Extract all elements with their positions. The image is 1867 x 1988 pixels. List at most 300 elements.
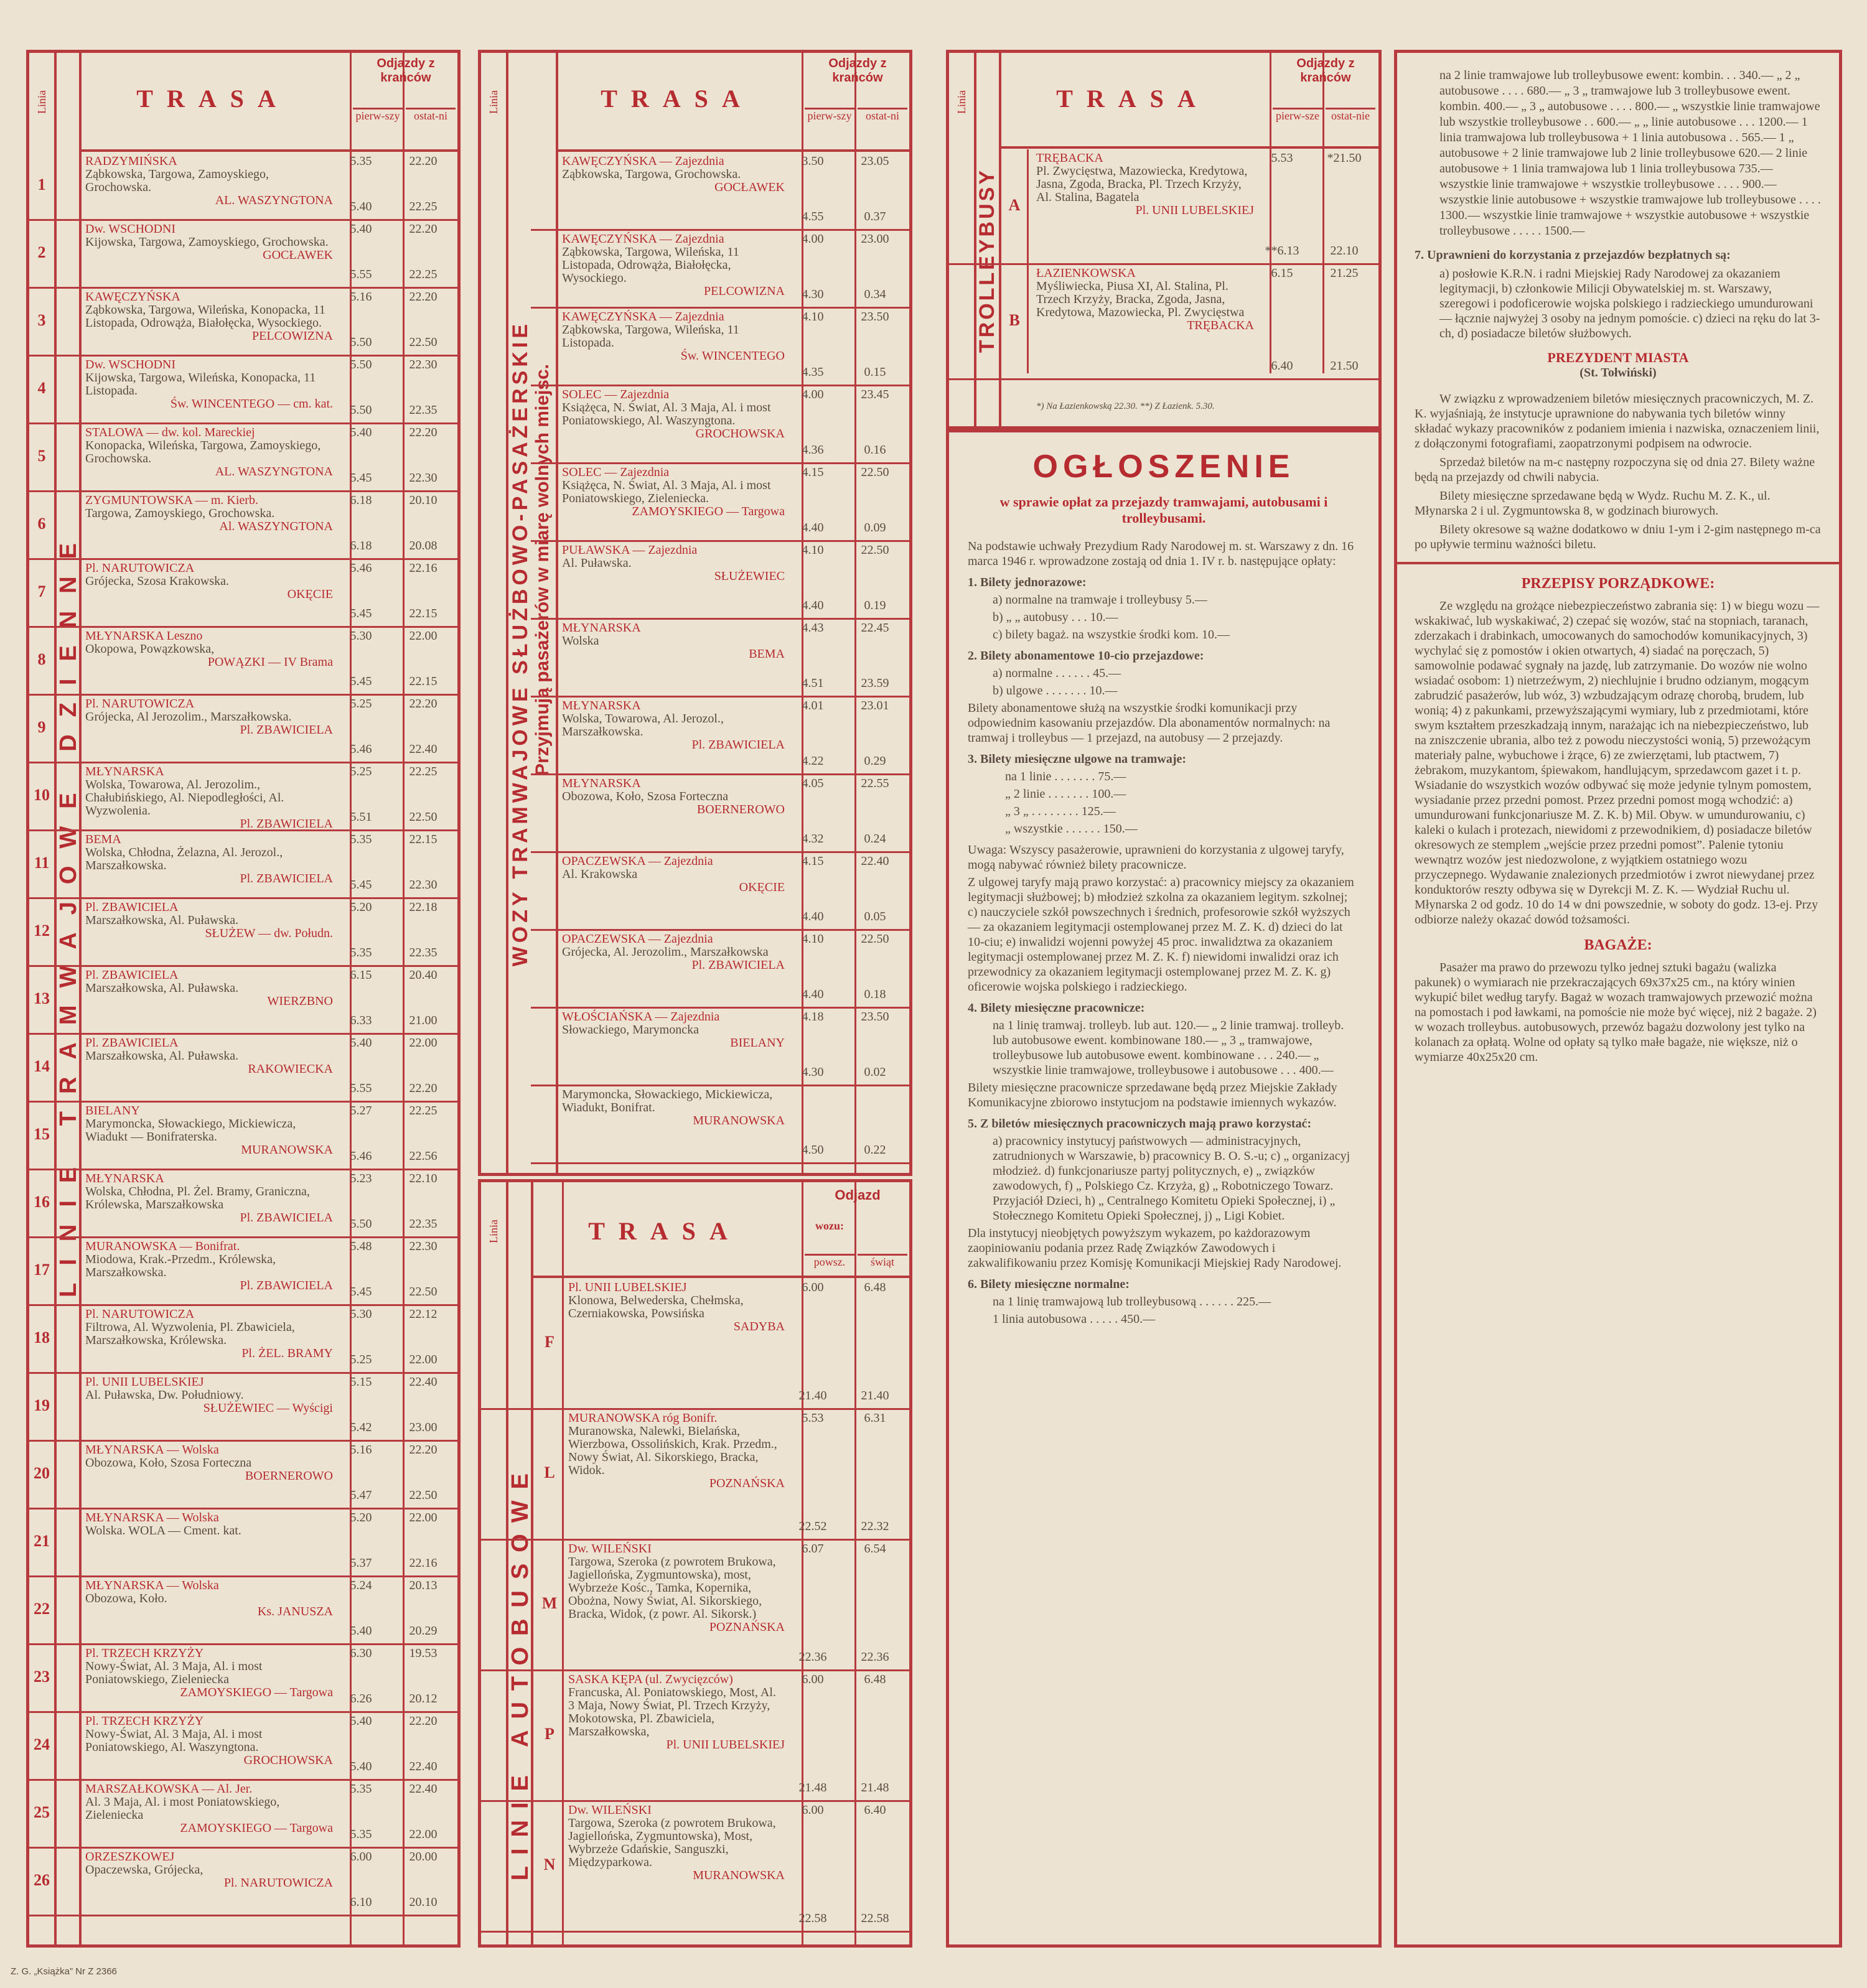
route-row (29, 1236, 457, 1306)
route-text (568, 1542, 785, 1634)
route-row (29, 897, 457, 967)
s1b: b) „ „ autobusy . . . 10.— (993, 610, 1118, 624)
route-start: Pl. UNII LUBELSKIEJ (85, 1375, 204, 1389)
route-row (531, 151, 909, 231)
trasa-title: TRASA (1056, 85, 1209, 113)
route-via: Obozowa, Koło. (85, 1592, 167, 1605)
route-text (85, 1647, 333, 1699)
s3c: „ 3 „ . . . . . . . . 125.— (1005, 805, 1116, 818)
bus-route-list (481, 1277, 909, 1944)
line-number: 4 (37, 378, 46, 397)
last-departure: 22.40 (409, 742, 438, 756)
first-departure: 5.30 (350, 1307, 372, 1321)
s5-text: a) pracownicy instytucyj państwowych — administracyjnych, zatrudnionych w Warszawie, b) pracownicy B. O. S.-u; c) „ organizacyj młodzież. d) funkcjonariusze partyj politycznych, e) „ związków zawodowych, f) „ Polskiego Cz. Krzyża, g) „ Robotniczego Towarz. Przyjaciół Dzieci, h) „ Centralnego Komitetu Opieki Społecznej, i) „ Stołecznego Komitetu Opieki Społecznej, j) „ Ligi Kobiet. (993, 1134, 1350, 1223)
route-end: BOERNEROWO (696, 803, 785, 816)
last-departure: 6.54 (864, 1542, 886, 1556)
route-text (85, 1715, 333, 1767)
route-row (481, 1539, 909, 1671)
last-departure: 22.25 (409, 765, 438, 778)
route-text (562, 466, 785, 518)
route-text (85, 1104, 333, 1157)
line-number: 9 (37, 717, 46, 736)
route-via: Francuska, Al. Poniatowskiego, Most, Al. 3 Maja, Nowy Świat, Pl. Trzech Krzyży, Mokotowska, Pl. Zbawiciela, Marszałkowska, (568, 1686, 776, 1738)
route-text (562, 1088, 785, 1127)
route-via: Ząbkowska, Targowa, Wileńska, 11 Listopada. (562, 323, 739, 350)
first-departure: 5.51 (350, 810, 372, 824)
first-departure: 5.24 (350, 1579, 372, 1592)
last-departure: 22.25 (409, 1104, 438, 1118)
odjazd-header: Odjazd (835, 1187, 881, 1203)
last-departure: 22.35 (409, 946, 438, 959)
last-departure: 0.18 (864, 987, 886, 1001)
s2b: b) ulgowe . . . . . . . 10.— (993, 684, 1118, 698)
line-number: 5 (37, 446, 46, 465)
s7-text: a) posłowie K.R.N. i radni Miejskiej Rady Narodowej za okazaniem legitymacji, b) członkowie Milicji Obywatelskiej m. st. Warszawy, szeregowi i podoficerowie wojska polskiego i radzieckiego umundurowani — łącznie najwyżej 3 osoby na jednym pomoście. c) dzieci na ręku do lat 3-ch, d) posiadacze biletów służbowych. (1439, 267, 1820, 340)
route-via: Obozowa, Koło, Szosa Forteczna (562, 790, 729, 803)
first-departure: 4.55 (802, 210, 824, 223)
s5-heading: 5. Z biletów miesięcznych pracowniczych mają prawo korzystać: (968, 1117, 1312, 1131)
s4-heading: 4. Bilety miesięczne pracownicze: (968, 1001, 1145, 1015)
route-row (29, 151, 457, 221)
last-departure: 23.00 (861, 232, 889, 246)
route-row (29, 1440, 457, 1510)
last-departure: 22.15 (409, 607, 438, 620)
first-departure: 5.48 (350, 1239, 372, 1253)
route-start: Pl. ZBAWICIELA (85, 968, 179, 982)
route-row (481, 1277, 909, 1410)
rules-text: Ze względu na grożące niebezpieczeństwo zabrania się: 1) w biegu wozu — wskakiwać, lub wyskakiwać, 2) czepać się wozów, stać na stopniach, taranach, zderzakach i drabinkach, umocowanych do samochodów komunikacyjnych, 3) wychylać się z pomostów i okien otwartych, 4) siadać na poręczach, 5) samowolnie podawać sygnały na jazdę, lub zatrzymanie. Do wozów nie wolno wsiadać osobom: 1) nietrzeźwym, 2) niechlujnie i brudno odzianym, mogącym zabrudzić pasażerów, lub wóz, 3) wzbudzającym odrazę chorobą, brudem, lub wonią; 4) z pakunkami, przewyższającymi wymiary, lub z przedmiotami, które swym kształtem przeszkadzają innym, narażając ich na niebezpieczeństwo, lub na zniszczenie ubrania, albo też z powodu nieczystości wonią, 5) przewożącym materiały palne, wybuchowe i żrące, 6) ze zwierzętami, lub ptactwem, 7) żebrakom, muzykantom, śpiewakom, handlującym, sprzedawcom gazet i t. p. Wsiadanie do wszystkich wozów odbywać się może jedynie tylnym pomostem, wysiadanie przez przedni pomost. Przez przedni pomost mogą wchodzić: a) umundurowani funkcjonariusze M. Z. K. b) Mil. Obyw. w umundurowaniu, c) kaleki o kulach i protezach, niewidomi z przewodnikiem, d) posiadacze biletów okresowych ze stemplem „wejście przez przedni pomost”. Palenie tytoniu wewnątrz wozów jest niedozwolone, z wyjątkiem ostatniego wozu przyczepnego. Wydawanie znalezionych przedmiotów i zwrot niewydanej przez konduktorów reszty odbywa się w Dyrekcji M. Z. K. — Wydział Ruchu ul. Młynarska 2 od godz. 10 do 14 w dni powszednie, w soboty do godz. 13-ej. Przy odbiorze należy okazać dowód tożsamości. (1415, 599, 1820, 926)
last-departure: 20.08 (409, 539, 438, 553)
first-departure: 5.20 (350, 900, 372, 914)
last-departure: 0.34 (864, 287, 886, 301)
route-end: OKĘCIE (739, 880, 785, 894)
s7-heading: 7. Uprawnieni do korzystania z przejazdów bezpłatnych są: (1415, 248, 1731, 262)
route-start: Pl. ZBAWICIELA (85, 900, 179, 914)
last-departure: 23.50 (861, 1010, 889, 1024)
route-text (85, 291, 333, 343)
last-departure: 6.48 (864, 1281, 886, 1294)
route-end: POZNAŃSKA (709, 1477, 785, 1490)
last-departure: 22.00 (409, 1511, 438, 1524)
last-departure: 21.40 (861, 1389, 889, 1402)
route-row (29, 1304, 457, 1374)
first-departure: 5.35 (350, 946, 372, 959)
line-number: 6 (37, 514, 46, 533)
info-p2: Sprzedaż biletów na m-c następny rozpoczyna się od dnia 27. Bilety ważne będą na przejazdy od chwili nabycia. (1415, 455, 1815, 484)
s6a: na 1 linię tramwajową lub trolleybusową . . . . . . 225.— (993, 1295, 1271, 1309)
route-start: MŁYNARSKA (562, 621, 641, 635)
route-start: BEMA (85, 833, 121, 846)
route-end: ZAMOYSKIEGO — Targowa (180, 1686, 333, 1699)
route-text (85, 698, 333, 737)
s4-note: Bilety miesięczne pracownicze sprzedawane będą przez Miejskie Zakłady Komunikacyjne zbiorowo instytucjom na podstawie imiennych wykazów. (968, 1081, 1337, 1109)
last-departure: 20.13 (409, 1579, 438, 1592)
departure-times (785, 307, 909, 385)
last-departure: 22.40 (409, 1782, 438, 1796)
s2a: a) normalne . . . . . . 45.— (993, 666, 1121, 680)
departure-times (333, 1033, 457, 1101)
route-end: Al. WASZYNGTONA (219, 520, 333, 533)
route-row (29, 626, 457, 696)
route-end: BOERNEROWO (245, 1469, 333, 1483)
route-via: Nowy-Świat, Al. 3 Maja, Al. i most Poniatowskiego, Zieleniecka (85, 1659, 263, 1686)
last-departure: 22.00 (409, 1353, 438, 1366)
first-departure: 4.43 (802, 621, 824, 635)
route-end: POZNAŃSKA (709, 1620, 785, 1634)
departure-times (785, 618, 909, 696)
departure-times (333, 1169, 457, 1236)
last-departure: 22.50 (409, 810, 438, 824)
departure-times (333, 762, 457, 829)
s2-heading: 2. Bilety abonamentowe 10-cio przejazdowe: (968, 649, 1204, 663)
route-end: GROCHOWSKA (695, 427, 785, 441)
route-text (562, 155, 785, 194)
route-end: Pl. ZBAWICIELA (691, 958, 785, 972)
last-departure: 0.09 (864, 521, 886, 534)
trolley-side-label: TROLLEYBUSY (975, 168, 999, 353)
route-row (29, 1643, 457, 1713)
route-text (562, 933, 785, 972)
first-departure: 5.53 (1271, 151, 1293, 165)
departure-times (333, 490, 457, 558)
route-text (85, 562, 333, 601)
departure-times (333, 1372, 457, 1440)
route-end: BEMA (749, 647, 785, 661)
linia-header: Linia (955, 90, 968, 114)
s1c: c) bilety bagaż. na wszystkie środki kom. 10.— (993, 628, 1230, 642)
first-departure: 6.18 (350, 493, 372, 507)
route-start: Pl. TRZECH KRZYŻY (85, 1646, 204, 1660)
route-text (1036, 267, 1254, 332)
route-row (949, 263, 1378, 380)
route-via: Obozowa, Koło, Szosa Forteczna (85, 1456, 252, 1470)
first-departure: 5.23 (350, 1172, 372, 1185)
route-end: Pl. ŻEL. BRAMY (241, 1346, 333, 1360)
route-text (562, 233, 785, 298)
first-departure: 3.50 (802, 154, 824, 168)
line-number: 15 (34, 1124, 50, 1143)
route-row (531, 307, 909, 386)
last-departure: 22.15 (409, 674, 438, 688)
route-end: GOCŁAWEK (263, 248, 333, 262)
last-departure: 0.29 (864, 754, 886, 768)
route-end: PELCOWIZNA (252, 329, 333, 343)
first-departure: 4.05 (802, 777, 824, 790)
route-text (85, 833, 333, 885)
first-departure: 4.40 (802, 521, 824, 534)
departure-times (333, 897, 457, 965)
first-departure: 4.18 (802, 1010, 824, 1024)
header-row (556, 53, 909, 152)
first-departure: 4.36 (802, 443, 824, 457)
last-departure: 22.36 (861, 1650, 889, 1664)
service-trams-panel (478, 50, 912, 1176)
route-via: Marszałkowska, Al. Puławska. (85, 913, 239, 927)
last-departure: 22.40 (409, 1760, 438, 1773)
route-row (29, 490, 457, 560)
route-row (29, 694, 457, 763)
route-text (562, 1010, 785, 1050)
route-end: Pl. UNII LUBELSKIEJ (1135, 203, 1254, 217)
first-departure: 22.58 (798, 1911, 827, 1925)
first-departure: 5.50 (350, 358, 372, 371)
baggage-title: BAGAŻE: (1584, 937, 1652, 953)
route-row (481, 1408, 909, 1541)
header-row (531, 1182, 909, 1278)
route-text (85, 969, 333, 1008)
route-row (29, 355, 457, 424)
first-departure: 5.40 (350, 1760, 372, 1773)
announcement-body (968, 448, 1360, 1329)
departure-times (333, 1575, 457, 1643)
departure-times (785, 1408, 909, 1539)
line-number: 1 (37, 175, 46, 194)
route-start: OPACZEWSKA — Zajezdnia (562, 932, 713, 946)
departure-times (785, 540, 909, 618)
departure-times (333, 694, 457, 762)
first-departure: 6.26 (350, 1692, 372, 1706)
line-number: M (541, 1594, 558, 1612)
last-departure: 20.10 (409, 1895, 438, 1909)
last-departure: 22.55 (861, 777, 889, 790)
route-text (562, 388, 785, 441)
departure-times (785, 385, 909, 462)
route-end: WIERZBNO (267, 994, 333, 1008)
route-via: Muranowska, Nalewki, Bielańska, Wierzbowa, Ossolińskich, Krak. Przedm., Nowy Świat, Al. Sikorskiego, Bracka, Widok. (568, 1424, 777, 1477)
first-departure: 4.22 (802, 754, 824, 768)
first-departure: 4.10 (802, 932, 824, 946)
route-end: TRĘBACKA (1187, 319, 1254, 332)
last-departure: 20.10 (409, 493, 438, 507)
route-via: Marymoncka, Słowackiego, Mickiewicza, Wiadukt, Bonifrat. (562, 1088, 773, 1114)
route-start: Dw. WILEŃSKI (568, 1803, 652, 1817)
first-departure: 6.10 (350, 1895, 372, 1909)
line-number: 7 (37, 582, 46, 600)
route-row (531, 1085, 909, 1164)
line-number: P (545, 1725, 554, 1743)
route-via: Książęca, N. Świat, Al. 3 Maja, Al. i most Poniatowskiego, Al. Waszyngtona. (562, 401, 771, 427)
route-end: Pl. ZBAWICIELA (240, 817, 333, 831)
first-departure: 6.33 (350, 1014, 372, 1027)
departure-times (333, 151, 457, 219)
signature-title: PREZYDENT MIASTA (1547, 350, 1689, 365)
route-via: Al. Puławska. (562, 556, 632, 570)
line-number: 21 (34, 1531, 50, 1550)
first-departure: 4.51 (802, 676, 824, 690)
route-start: BIELANY (85, 1104, 140, 1118)
line-number: N (543, 1855, 556, 1874)
route-text (85, 1511, 333, 1538)
line-number: 8 (37, 650, 46, 668)
first-departure: 5.45 (350, 674, 372, 688)
first-departure: 6.00 (802, 1281, 824, 1294)
first-departure: 5.46 (350, 742, 372, 756)
route-end: Pl. ZBAWICIELA (240, 723, 333, 737)
route-end: SŁUŻEW — dw. Połudn. (205, 926, 333, 940)
last-departure: 0.19 (864, 599, 886, 612)
rules-title: PRZEPISY PORZĄDKOWE: (1521, 576, 1715, 592)
first-departure: 5.53 (802, 1411, 824, 1425)
last-departure: 23.05 (861, 154, 889, 168)
route-text (85, 1037, 333, 1076)
route-via: Kijowska, Targowa, Zamoyskiego, Grochowska. (85, 235, 329, 249)
departure-times (333, 1643, 457, 1711)
first-departure: 22.36 (798, 1650, 827, 1664)
tram-side-label: LINIE TRAMWAJOWE DZIENNE (55, 526, 82, 1297)
route-end: ZAMOYSKIEGO — Targowa (180, 1821, 333, 1835)
first-departure: 5.40 (350, 1036, 372, 1050)
route-row (531, 229, 909, 309)
tram-route-list (29, 151, 457, 1944)
last-departure: 23.01 (861, 699, 889, 712)
route-row (29, 1847, 457, 1916)
route-row (29, 287, 457, 357)
last-departure: 22.20 (409, 1081, 438, 1095)
signature-name: (St. Tołwiński) (1579, 366, 1657, 380)
route-end: PELCOWIZNA (704, 284, 785, 298)
last-departure: 22.50 (409, 335, 438, 349)
s5-note: Dla instytucyj nieobjętych powyższym wykazem, po każdorazowym zaopiniowaniu podania przez Radę Związków Zawodowych i zakwalifikowaniu przez Komisję Komunikacji Miejskiej Rady Narodowej. (968, 1226, 1342, 1270)
first-departure: 5.35 (350, 1782, 372, 1796)
route-row (481, 1800, 909, 1933)
pierwszy-header: pierw-szy (353, 108, 403, 123)
first-departure: 5.40 (350, 222, 372, 236)
last-departure: 21.50 (1330, 359, 1359, 373)
line-number: 2 (37, 243, 46, 261)
first-departure: 5.20 (350, 1511, 372, 1524)
route-via: Okopowa, Powązkowska, (85, 642, 215, 656)
right-column-panel (1394, 50, 1842, 1948)
route-row (531, 851, 909, 931)
first-departure: 5.16 (350, 290, 372, 304)
route-text (562, 777, 785, 816)
last-departure: 22.16 (409, 561, 438, 575)
route-row (29, 829, 457, 899)
route-row (29, 1101, 457, 1170)
route-text (562, 622, 785, 661)
first-departure: 22.52 (798, 1519, 827, 1533)
first-departure: 4.10 (802, 310, 824, 324)
first-departure: 4.50 (802, 1143, 824, 1157)
route-end: Pl. UNII LUBELSKIEJ (666, 1738, 785, 1752)
route-start: Pl. UNII LUBELSKIEJ (568, 1281, 687, 1294)
route-via: Wolska, Chłodna, Żelazna, Al. Jerozol., Marszałkowska. (85, 846, 283, 872)
route-text (568, 1804, 785, 1882)
s3b: „ 2 linie . . . . . . . 100.— (1005, 787, 1126, 801)
route-start: Dw. WILEŃSKI (568, 1542, 652, 1556)
first-departure: 6.18 (350, 539, 372, 553)
route-row (531, 696, 909, 775)
route-end: AL. WASZYNGTONA (215, 194, 333, 207)
route-start: Pl. TRZECH KRZYŻY (85, 1714, 204, 1728)
route-start: SOLEC — Zajezdnia (562, 388, 670, 401)
first-departure: 5.55 (350, 268, 372, 281)
first-departure: 5.50 (350, 403, 372, 417)
route-via: Konopacka, Wileńska, Targowa, Zamoyskiego, Grochowska. (85, 439, 321, 465)
route-start: ŁAZIENKOWSKA (1036, 266, 1136, 280)
route-end: BIELANY (730, 1036, 785, 1050)
route-text (1036, 152, 1254, 217)
route-via: Wolska, Chłodna, Pl. Żel. Bramy, Graniczna, Królewska, Marszałkowska (85, 1185, 310, 1211)
line-number: 26 (34, 1870, 50, 1889)
last-departure: 0.37 (864, 210, 886, 223)
linia-header: Linia (35, 90, 48, 114)
first-departure: 4.00 (802, 388, 824, 401)
first-departure: 5.25 (350, 697, 372, 711)
last-departure: 22.20 (409, 290, 438, 304)
route-row (29, 1711, 457, 1781)
last-departure: 22.40 (409, 1375, 438, 1389)
wozu-label: wozu: (815, 1220, 844, 1232)
first-departure: 4.15 (802, 854, 824, 868)
last-departure: 0.24 (864, 832, 886, 846)
line-number: 17 (34, 1260, 50, 1279)
departure-times (785, 1085, 909, 1162)
line-number: 22 (34, 1599, 50, 1618)
s2-text: Bilety abonamentowe służą na wszystkie środki komunikacji przy odpowiednim kasowaniu przejazdów. Dla abonamentów normalnych: na tramwaj i trolleybus — 1 przejazd, na autobusy — 2 przejazdy. (968, 701, 1331, 745)
route-end: Ks. JANUSZA (257, 1605, 333, 1618)
departure-times (333, 1440, 457, 1508)
trasa-title: TRASA (601, 85, 754, 113)
line-number: 12 (34, 921, 50, 940)
route-start: MŁYNARSKA — Wolska (85, 1579, 219, 1592)
departure-times (785, 229, 909, 307)
line-number: 23 (34, 1667, 50, 1686)
route-start: KAWĘCZYŃSKA — Zajezdnia (562, 310, 724, 324)
departure-times (785, 1800, 909, 1931)
route-text (562, 855, 785, 894)
route-row (531, 773, 909, 853)
route-via: Targowa, Szeroka (z powrotem Brukowa, Jagiellońska, Zygmuntowska), Most, Wybrzeże Gdańskie, Sanguszki, Międzyparkowa. (568, 1816, 776, 1869)
route-text (85, 765, 333, 831)
linia-header: Linia (487, 1220, 500, 1243)
departure-times (333, 965, 457, 1033)
route-end: Św. WINCENTEGO (680, 349, 785, 363)
route-start: MŁYNARSKA — Wolska (85, 1443, 219, 1457)
route-start: KAWĘCZYŃSKA (85, 290, 180, 304)
route-end: Pl. NARUTOWICZA (223, 1876, 333, 1890)
route-text (85, 1783, 333, 1835)
last-departure: 20.29 (409, 1624, 438, 1638)
departure-times (785, 929, 909, 1007)
first-departure: 6.15 (1271, 266, 1293, 280)
line-number: 18 (34, 1328, 50, 1346)
last-departure: 22.20 (409, 426, 438, 439)
route-via: Kijowska, Targowa, Wileńska, Konopacka, 11 Listopada. (85, 371, 316, 398)
baggage-text: Pasażer ma prawo do przewozu tylko jednej sztuki bagażu (walizka pakunek) o wymiarach nie przekraczających 69x37x25 cm., na który winien wykupić bilet według taryfy. Bagaż w wozach tramwajowych przewozić można na pomostach i pod ławkami, na pomoście nie może być więcej, niż 2 bagaże. 2) w wozach trolleybus. autobusowych, przewóz bagażu dozwolony jest tylko na kolanach za opłatą. Wolne od opłaty są tylko małe bagaże, nie większe, niż o wymiarze 40x25x20 cm. (1415, 961, 1817, 1064)
departure-times (785, 1539, 909, 1669)
first-departure: 5.35 (350, 833, 372, 846)
line-number: 14 (34, 1057, 50, 1075)
first-departure: 5.16 (350, 1443, 372, 1457)
header-row (79, 53, 457, 152)
s6-heading: 6. Bilety miesięczne normalne: (968, 1277, 1130, 1291)
route-start: KAWĘCZYŃSKA — Zajezdnia (562, 154, 724, 168)
first-departure: 6.40 (1271, 359, 1293, 373)
route-start: WŁOŚCIAŃSKA — Zajezdnia (562, 1010, 720, 1024)
bus-lines-panel (478, 1179, 912, 1948)
route-row (531, 462, 909, 542)
first-departure: 5.35 (350, 1827, 372, 1841)
route-via: Grójecka, Al Jerozolim., Marszałkowska. (85, 710, 292, 724)
announcement-panel (946, 426, 1382, 1948)
pierwszy-header: pierw-szy (805, 108, 854, 123)
bus-side-label: LINIE AUTOBUSOWE (507, 1462, 533, 1881)
route-text (85, 901, 333, 940)
route-text (568, 1412, 785, 1490)
route-row (29, 422, 457, 492)
first-departure: 4.40 (802, 599, 824, 612)
